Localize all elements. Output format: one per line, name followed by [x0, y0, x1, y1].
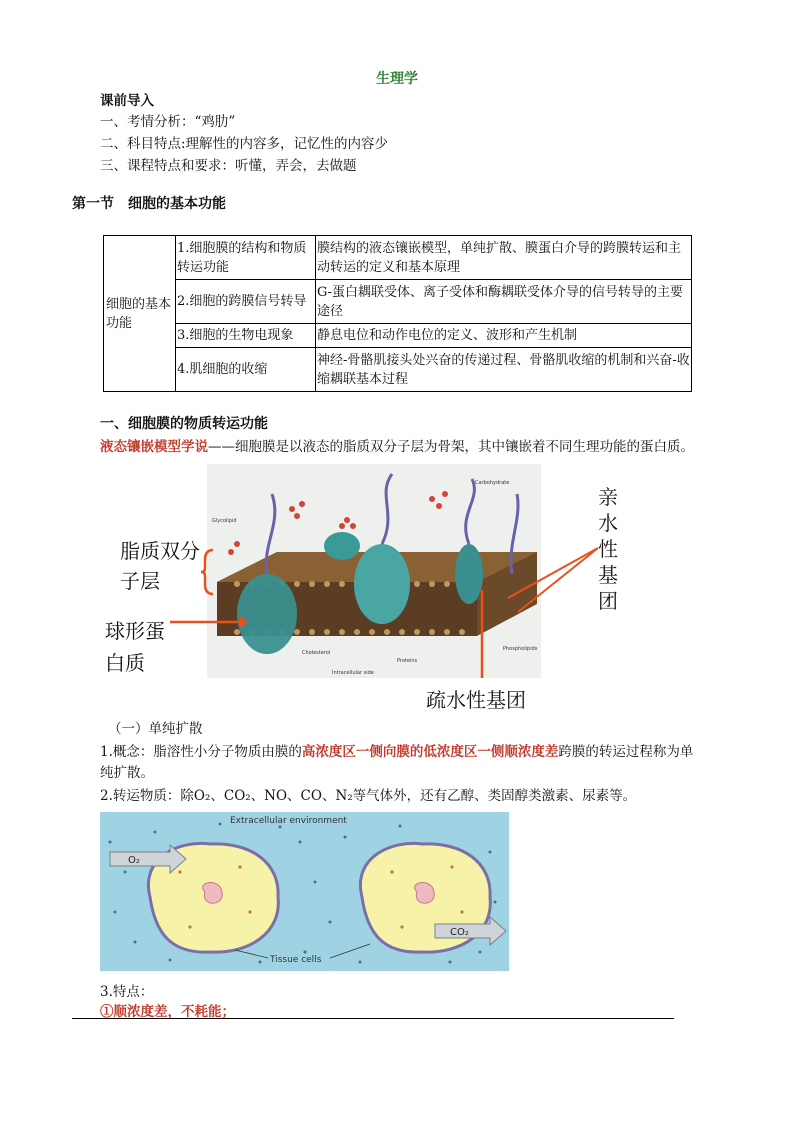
hydrophobic-label: 疏水性基团: [426, 688, 526, 712]
table-content: 静息电位和动作电位的定义、波形和产生机制: [316, 324, 692, 348]
table-row: [104, 324, 692, 348]
intro-heading: 课前导入: [100, 93, 154, 109]
concept-line-2: 纯扩散。: [100, 765, 154, 781]
concept-highlight: 高浓度区一侧向膜的低浓度区一侧顺浓度差: [301, 744, 559, 760]
fluid-mosaic-line: [100, 437, 694, 457]
carbohydrate-label: Carbohydrate: [475, 480, 510, 486]
subsection-title: 一、细胞膜的物质转运功能: [100, 416, 268, 432]
lipid-bilayer-label: 脂质双分子层: [120, 539, 200, 593]
co2-label: CO₂: [450, 927, 469, 938]
phospholipids-label: Phospholipids: [503, 646, 538, 652]
table-topic: 2.细胞的跨膜信号转导: [176, 280, 316, 324]
table-content: G-蛋白耦联受体、离子受体和酶耦联受体介导的信号转导的主要途径: [316, 280, 692, 324]
simple-diffusion-title: （一）单纯扩散: [108, 721, 203, 737]
footer-rule: [72, 1018, 674, 1019]
table-row-header: 细胞的基本功能: [104, 236, 176, 392]
table-row: [104, 236, 692, 280]
bracket-icon: [199, 548, 215, 596]
extracellular-label: Extracellular environment: [230, 816, 347, 826]
table-topic: 4.肌细胞的收缩: [176, 348, 316, 392]
globular-protein-label: 球形蛋白质: [105, 619, 165, 675]
hydrophilic-label: 亲水性基团: [598, 485, 618, 613]
intro-item-3: 三、课程特点和要求：听懂，弄会，去做题: [100, 158, 357, 174]
table-content: 膜结构的液态镶嵌模型，单纯扩散、膜蛋白介导的跨膜转运和主动转运的定义和基本原理: [316, 236, 692, 280]
pointer-lines: [478, 540, 602, 680]
section-title: 第一节 细胞的基本功能: [72, 196, 226, 212]
table-row: [104, 348, 692, 392]
tissue-cells-label: Tissue cells: [270, 955, 322, 965]
diffusion-diagram: [100, 812, 509, 971]
table-topic: 1.细胞膜的结构和物质转运功能: [176, 236, 316, 280]
o2-label: O₂: [128, 855, 140, 866]
table-topic: 3.细胞的生物电现象: [176, 324, 316, 348]
intracellular-label: Intracellular side: [332, 670, 374, 676]
substances-line: 2.转运物质：除O₂、CO₂、NO、CO、N₂等气体外，还有乙醇、类固醇类激素、尿素等。: [100, 788, 637, 804]
feature-1: ①顺浓度差，不耗能；: [100, 1004, 235, 1020]
page-title: 生理学: [376, 71, 418, 87]
summary-table: [103, 235, 692, 392]
concept-prefix: 1.概念：脂溶性小分子物质由膜的: [100, 744, 302, 760]
cholesterol-label: Cholesterol: [302, 650, 331, 656]
table-row: [104, 280, 692, 324]
intro-item-2: 二、科目特点:理解性的内容多，记忆性的内容少: [100, 136, 389, 152]
fluid-mosaic-term: 液态镶嵌模型学说: [100, 439, 208, 455]
concept-suffix: 跨膜的转运过程称为单: [558, 744, 694, 760]
fluid-mosaic-text: ——细胞膜是以液态的脂质双分子层为骨架，其中镶嵌着不同生理功能的蛋白质。: [208, 439, 694, 455]
intro-item-1: 一、考情分析：“鸡肋”: [100, 114, 236, 130]
proteins-label: Proteins: [397, 658, 418, 664]
table-content: 神经-骨骼肌接头处兴奋的传递过程、骨骼肌收缩的机制和兴奋-收缩耦联基本过程: [316, 348, 692, 392]
concept-line: [100, 742, 693, 762]
features-label: 3.特点：: [100, 984, 154, 1000]
glycolipid-label: Glycolipid: [212, 518, 237, 524]
arrow-icon: [168, 612, 248, 632]
